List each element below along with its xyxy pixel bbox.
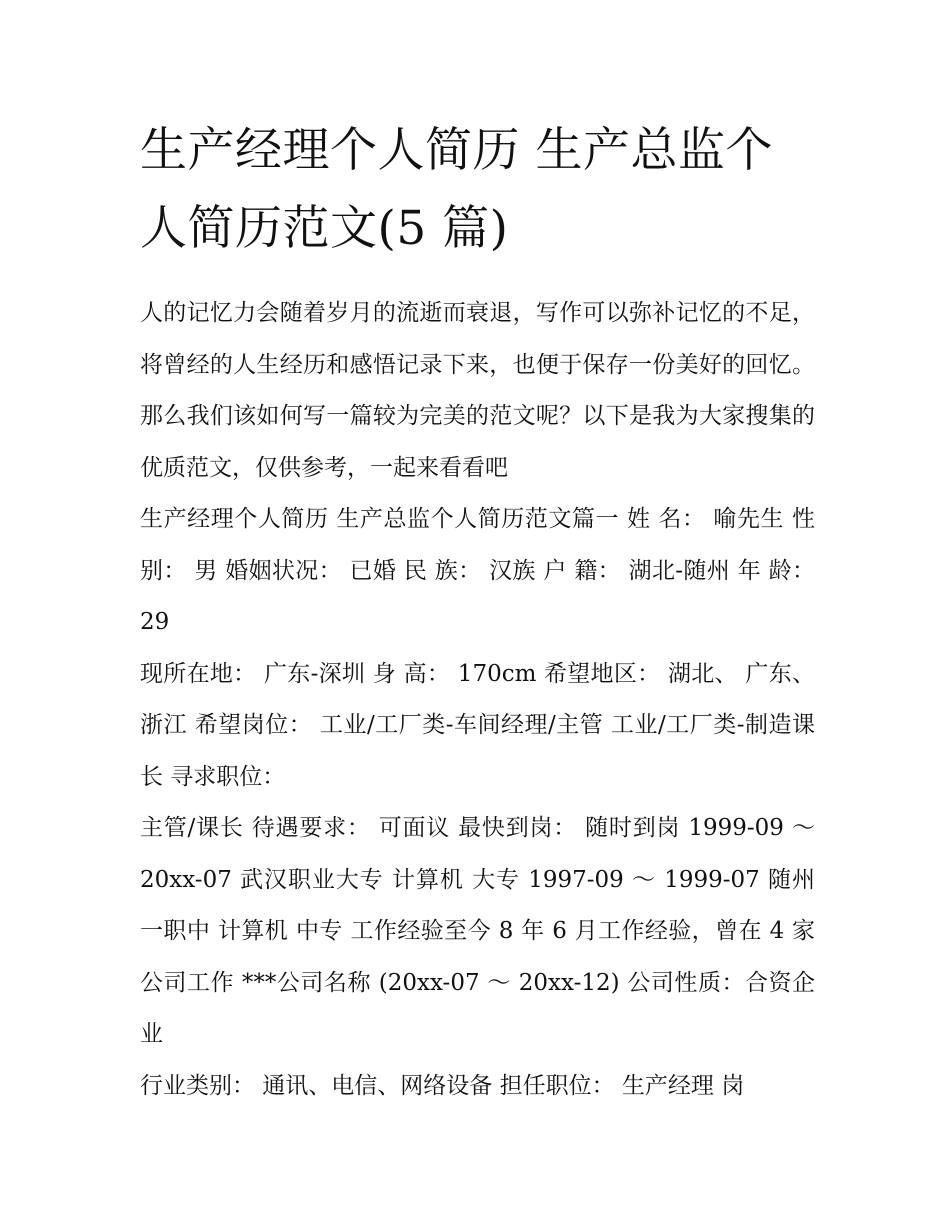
- resume-basic-info-paragraph: 生产经理个人简历 生产总监个人简历范文篇一 姓 名： 喻先生 性 别： 男 婚姻状况： 已婚 民 族： 汉族 户 籍： 湖北-随州 年 龄： 29: [140, 506, 815, 635]
- intro-paragraph: 人的记忆力会随着岁月的流逝而衰退，写作可以弥补记忆的不足，将曾经的人生经历和感悟记录下来，也便于保存一份美好的回忆。那么我们该如何写一篇较为完美的范文呢？以下是我为大家搜集的优质范文，仅供参考，一起来看看吧: [140, 300, 815, 481]
- resume-location-paragraph: 现所在地： 广东-深圳 身 高： 170cm 希望地区： 湖北、 广东、 浙江 希望岗位： 工业/工厂类-车间经理/主管 工业/工厂类-制造课长 寻求职位：: [140, 660, 815, 790]
- resume-education-paragraph: 主管/课长 待遇要求： 可面议 最快到岗： 随时到岗 1999-09 ～ 20xx-07 武汉职业大专 计算机 大专 1997-09 ～ 1999-07 随州一职中 计算机 中专 工作经验至今 8 年 6 月工作经验，曾在 4 家公司工作 ***公司名称 (20xx-07 ～ 20xx-12) 公司性质：合资企业: [140, 815, 815, 1047]
- resume-industry-paragraph: 行业类别： 通讯、电信、网络设备 担任职位： 生产经理 岗: [140, 1072, 745, 1099]
- document-title: 生产经理个人简历 生产总监个人简历范文(5 篇): [140, 123, 773, 256]
- document-page: [140, 112, 815, 1112]
